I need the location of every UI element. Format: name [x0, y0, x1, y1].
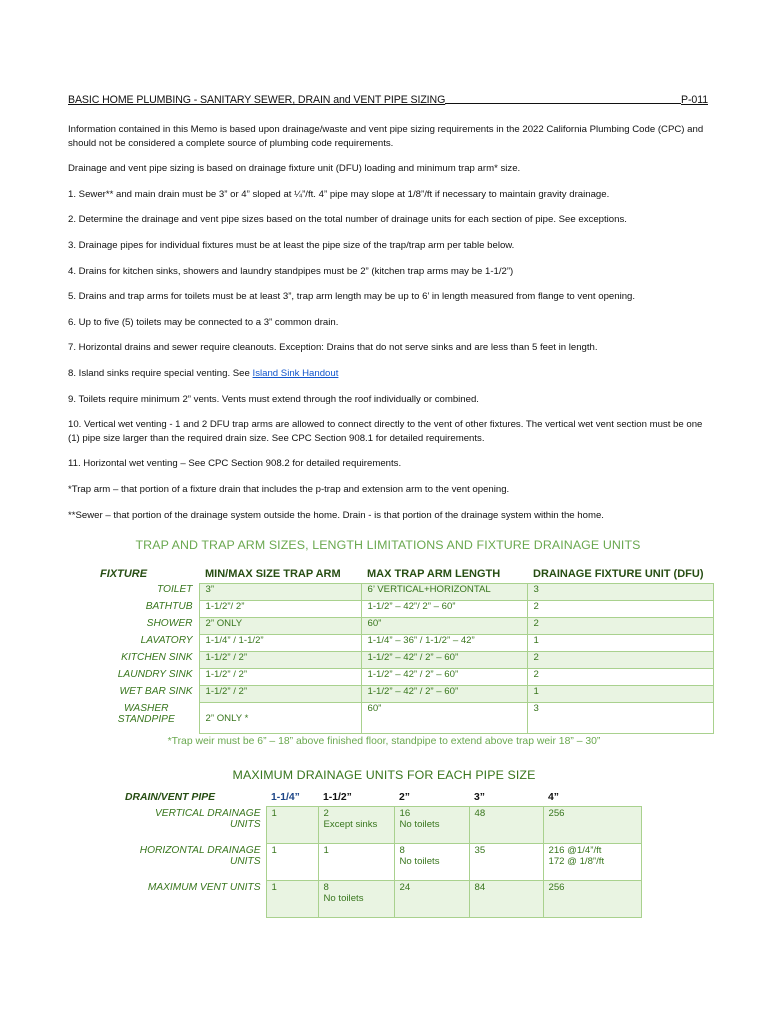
- fixture-label: TOILET: [157, 583, 193, 595]
- pipe-table-title: MAXIMUM DRAINAGE UNITS FOR EACH PIPE SIZE: [232, 768, 536, 782]
- table-cell: [543, 844, 641, 881]
- row-label-line: MAXIMUM VENT UNITS: [147, 881, 261, 893]
- table-row: [120, 881, 641, 918]
- memo-header: [68, 94, 708, 106]
- table-cell: 3”: [199, 584, 361, 601]
- document-id: P-011: [681, 94, 708, 106]
- cell-note: Except sinks: [323, 819, 378, 830]
- table-cell: [318, 807, 394, 844]
- note-trap-arm: *Trap arm – that portion of a fixture drain that includes the p-trap and extension arm to the vent opening.: [68, 483, 510, 495]
- cell-value: 2: [323, 808, 329, 819]
- rule-6: 6. Up to five (5) toilets may be connected to a 3” common drain.: [68, 316, 339, 328]
- table-cell: 2: [527, 652, 713, 669]
- fixture-label: WET BAR SINK: [119, 685, 193, 697]
- table-row: [120, 807, 641, 844]
- table-cell: 1-1/2” / 2”: [199, 686, 361, 703]
- trap-weir-footnote: *Trap weir must be 6” – 18” above finished floor, standpipe to extend above trap weir 18” – 30”: [167, 736, 601, 747]
- row-label-line: UNITS: [229, 818, 261, 830]
- table-cell: 2: [527, 669, 713, 686]
- column-header: DRAINAGE FIXTURE UNIT (DFU): [533, 568, 704, 580]
- table-cell: 6’ VERTICAL+HORIZONTAL: [361, 584, 527, 601]
- column-header: FIXTURE: [100, 568, 148, 581]
- trap-arm-table: [94, 566, 714, 734]
- rule-8: [68, 367, 708, 381]
- cell-note: 172 @ 1/8”/ft: [548, 856, 605, 867]
- table-row: [94, 652, 713, 669]
- table-row: [94, 686, 713, 703]
- fixture-label-line: WASHER: [123, 702, 169, 714]
- column-header: 1-1/2”: [323, 792, 352, 803]
- cell-value: 256: [548, 882, 565, 893]
- fixture-label-line: STANDPIPE: [117, 713, 175, 725]
- cell-value: 24: [399, 882, 411, 893]
- column-header: 1-1/4”: [271, 792, 300, 803]
- column-header: MAX TRAP ARM LENGTH: [367, 568, 501, 580]
- table-cell: 48: [469, 807, 543, 844]
- column-header: 3”: [474, 792, 485, 803]
- rule-2: 2. Determine the drainage and vent pipe sizes based on the total number of drainage units for each section of pipe. See exceptions.: [68, 214, 627, 226]
- fixture-label: SHOWER: [146, 617, 193, 629]
- table-cell: [543, 881, 641, 918]
- rule-10: 10. Vertical wet venting - 1 and 2 DFU trap arms are allowed to connect directly to the vent of other fixtures. The vertical wet vent section must be one (1) pipe size larger than the required drain size. See CPC Section 908.1 for detailed requirements.: [68, 419, 703, 444]
- table-cell: 3: [527, 584, 713, 601]
- column-header: DRAIN/VENT PIPE: [125, 792, 216, 804]
- table-cell: 2” ONLY: [199, 618, 361, 635]
- fixture-label: KITCHEN SINK: [121, 651, 193, 663]
- cell-value: 16: [399, 808, 411, 819]
- cell-value: 1: [323, 845, 329, 856]
- intro-paragraph: Information contained in this Memo is based upon drainage/waste and vent pipe sizing requirements in the 2022 California Plumbing Code (CPC) and should not be considered a complete source of plumbing code requirements.: [68, 124, 704, 149]
- row-label: [120, 844, 266, 881]
- title-rule: [445, 103, 681, 104]
- column-header: MIN/MAX SIZE TRAP ARM: [205, 568, 341, 580]
- table-cell: 1-1/2” / 2”: [199, 669, 361, 686]
- note-sewer: **Sewer – that portion of the drainage system outside the home. Drain - is that portion of the drainage system within the home.: [68, 509, 604, 521]
- table-cell: 1-1/4” / 1-1/2”: [199, 635, 361, 652]
- table-header-row: [120, 790, 641, 807]
- table-row: [94, 669, 713, 686]
- table-row: [94, 703, 713, 734]
- table-cell: [394, 807, 469, 844]
- table-row: [94, 584, 713, 601]
- table-cell: 1-1/2”/ 2”: [199, 601, 361, 618]
- pipe-size-table: [120, 790, 642, 918]
- rule-4: 4. Drains for kitchen sinks, showers and laundry standpipes must be 2” (kitchen trap arms may be 1-1/2”): [68, 265, 514, 277]
- table-cell: 84: [469, 881, 543, 918]
- table-cell: 3: [527, 703, 713, 734]
- cell-note: No toilets: [323, 893, 364, 904]
- table-cell: [318, 881, 394, 918]
- table-cell: [394, 844, 469, 881]
- column-header: 4”: [548, 792, 559, 803]
- rule-3: 3. Drainage pipes for individual fixtures must be at least the pipe size of the trap/trap arm per table below.: [68, 239, 515, 251]
- table-cell: [394, 881, 469, 918]
- table-cell: 2: [527, 618, 713, 635]
- table-header-row: [94, 566, 713, 584]
- row-label-line: HORIZONTAL DRAINAGE: [139, 844, 261, 856]
- table-cell: 2: [527, 601, 713, 618]
- cell-note: No toilets: [399, 819, 440, 830]
- table-cell: 2” ONLY *: [199, 703, 361, 734]
- cell-note: No toilets: [399, 856, 440, 867]
- cell-value: 256: [548, 808, 565, 819]
- rule-1: 1. Sewer** and main drain must be 3” or 4” sloped at ¼”/ft. 4” pipe may slope at 1/8”/ft if necessary to maintain gravity drainage.: [68, 188, 610, 200]
- table-cell: 1-1/4” – 36” / 1-1/2” – 42”: [361, 635, 527, 652]
- table-row: [94, 601, 713, 618]
- row-label-line: UNITS: [229, 855, 261, 867]
- cell-value: 216 @1/4”/ft: [548, 845, 602, 856]
- rule-8-text: 8. Island sinks require special venting. See: [68, 367, 253, 379]
- cell-value: 8: [323, 882, 329, 893]
- rule-5: 5. Drains and trap arms for toilets must be at least 3”, trap arm length may be up to 6’ in length measured from flange to vent opening.: [68, 291, 636, 303]
- table-cell: 1: [527, 635, 713, 652]
- trap-table-title: TRAP AND TRAP ARM SIZES, LENGTH LIMITATIONS AND FIXTURE DRAINAGE UNITS: [135, 538, 641, 553]
- table-cell: 1-1/2” – 42”/ 2” – 60”: [361, 601, 527, 618]
- table-cell: 1-1/2” / 2”: [199, 652, 361, 669]
- row-label: [120, 881, 266, 918]
- table-cell: 1-1/2” – 42” / 2” – 60”: [361, 669, 527, 686]
- table-cell: 35: [469, 844, 543, 881]
- table-row: [94, 635, 713, 652]
- table-cell: 1: [527, 686, 713, 703]
- table-cell: 1: [266, 807, 318, 844]
- basis-paragraph: Drainage and vent pipe sizing is based on drainage fixture unit (DFU) loading and minimum trap arm* size.: [68, 163, 521, 175]
- table-cell: 1: [266, 881, 318, 918]
- fixture-label: LAVATORY: [140, 634, 193, 646]
- island-sink-handout-link[interactable]: Island Sink Handout: [252, 367, 339, 379]
- row-label: [120, 807, 266, 844]
- table-cell: 1-1/2” – 42” / 2” – 60”: [361, 686, 527, 703]
- rule-11: 11. Horizontal wet venting – See CPC Section 908.2 for detailed requirements.: [68, 458, 402, 470]
- page-title: BASIC HOME PLUMBING - SANITARY SEWER, DRAIN and VENT PIPE SIZING: [68, 94, 446, 106]
- table-cell: 60”: [361, 703, 527, 734]
- fixture-label: BATHTUB: [145, 600, 193, 612]
- table-cell: [318, 844, 394, 881]
- table-row: [120, 844, 641, 881]
- cell-value: 8: [399, 845, 405, 856]
- table-cell: 1-1/2” – 42” / 2” – 60”: [361, 652, 527, 669]
- table-row: [94, 618, 713, 635]
- table-cell: 60”: [361, 618, 527, 635]
- rule-7: 7. Horizontal drains and sewer require cleanouts. Exception: Drains that do not serve sinks and are less than 5 feet in length.: [68, 342, 598, 354]
- rule-9: 9. Toilets require minimum 2” vents. Vents must extend through the roof individually or combined.: [68, 393, 479, 405]
- column-header: 2”: [399, 792, 410, 803]
- fixture-label: LAUNDRY SINK: [117, 668, 193, 680]
- memo-body: [68, 94, 708, 552]
- fixture-label: [94, 703, 199, 734]
- table-cell: [543, 807, 641, 844]
- table-cell: 1: [266, 844, 318, 881]
- row-label-line: VERTICAL DRAINAGE: [155, 807, 261, 819]
